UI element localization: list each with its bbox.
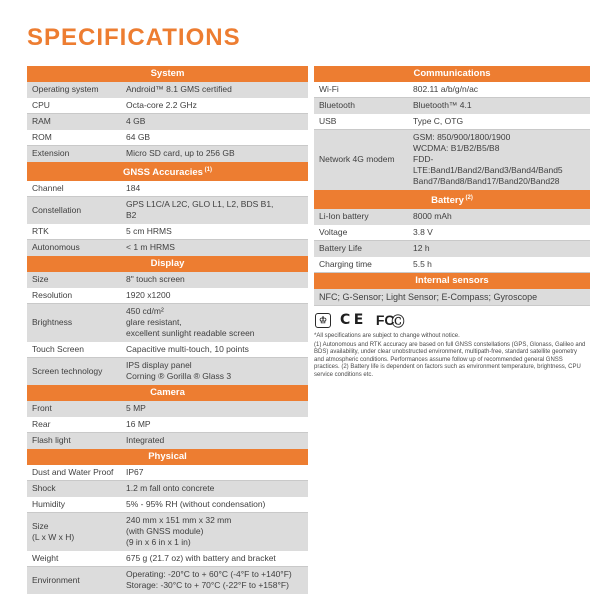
footnote-numbered: (1) Autonomous and RTK accuracy are based on full GNSS constellations (GPS, Glonass, Galileo and BDS) availability, under clear unobstructed environment, multipath-free, standard satellite geometry and atmospheric conditions. Performances assume follow up of recommended general GNSS practices. (2) Battery life is dependent on factors such as environment temperature, brightness, CPU service conditions etc. [314,341,586,378]
spec-row [314,209,590,225]
right-column [314,66,590,380]
spec-label: Network 4G modem [319,154,395,164]
right-column-sections [314,66,590,306]
section-header: Battery $^{(2)}$ [314,190,590,209]
spec-row [27,465,308,481]
section-header: System [27,66,308,82]
spec-row [27,567,308,594]
spec-label: Weight [32,553,59,564]
spec-row [27,304,308,342]
spec-value: Capacitive multi-touch, 10 points [126,344,249,355]
spec-value: 675 g (21.7 oz) with battery and bracket [126,553,276,564]
spec-row [314,82,590,98]
spec-row [27,197,308,224]
spec-value: 450 cd/m² glare resistant, excellent sunlight readable screen [126,306,255,339]
spec-row [27,181,308,197]
spec-row [27,417,308,433]
spec-tables [27,66,590,594]
spec-row [27,130,308,146]
spec-row [314,114,590,130]
spec-value: Operating: -20°C to + 60°C (-4°F to +140°F) Storage: -30°C to + 70°C (-22°F to +158°F) [126,569,292,591]
spec-label: Resolution [32,290,73,301]
spec-value: 8" touch screen [126,274,185,285]
spec-label: Size [32,274,49,285]
spec-label: Dust and Water Proof [32,467,114,478]
spec-value: 240 mm x 151 mm x 32 mm (with GNSS module) (9 in x 6 in x 1 in) [126,515,232,548]
spec-value: < 1 m HRMS [126,242,175,253]
spec-row [27,240,308,256]
spec-row [27,224,308,240]
spec-full-row: NFC; G-Sensor; Light Sensor; E-Compass; Gyroscope [314,289,590,306]
spec-row [27,272,308,288]
spec-value: Micro SD card, up to 256 GB [126,148,235,158]
spec-row [27,114,308,130]
certifications [315,311,590,329]
spec-row [27,98,308,114]
spec-row [27,551,308,567]
spec-label: Operating system [32,84,99,94]
spec-label: Autonomous [32,242,80,253]
fcc-mark-icon [376,311,405,330]
spec-label: Environment [32,574,80,585]
section-header-footnote-ref: (2) [463,195,473,201]
spec-value: 64 GB [126,132,151,142]
spec-label: Channel [32,183,64,194]
spec-row [314,241,590,257]
spec-value: 8000 mAh [413,211,452,222]
footnotes [314,333,586,379]
spec-value: Type C, OTG [413,116,464,126]
spec-label: Touch Screen [32,344,84,355]
spec-value: 184 [126,183,141,194]
ce-mark-icon: CE [340,312,367,329]
section-header: Internal sensors [314,273,590,289]
spec-label: CPU [32,100,50,110]
spec-row [27,513,308,551]
spec-value: 1.2 m fall onto concrete [126,483,215,494]
spec-row [27,146,308,162]
footnote-star: *All specifications are subject to change without notice. [314,333,460,340]
spec-row [27,288,308,304]
spec-label: Extension [32,148,70,158]
fcc-mark-circled-c: Ⓒ [391,313,405,329]
spec-row [314,130,590,190]
spec-label: Humidity [32,499,66,510]
spec-label: Size (L x W x H) [32,520,75,542]
fcc-mark-letters: FC [375,312,395,329]
left-column [27,66,308,594]
spec-row [27,342,308,358]
section-header: Display [27,256,308,272]
spec-value: 12 h [413,243,430,254]
spec-row [27,82,308,98]
left-column-sections [27,66,308,594]
spec-label: Brightness [32,317,73,328]
spec-label: RAM [32,116,51,126]
spec-value: 4 GB [126,116,146,126]
section-header: Physical [27,449,308,465]
section-header: Camera [27,385,308,401]
spec-value: GPS L1C/A L2C, GLO L1, L2, BDS B1, B2 [126,199,274,221]
spec-row [27,497,308,513]
spec-value: 802.11 a/b/g/n/ac [413,84,479,94]
spec-label: Charging time [319,259,372,270]
spec-row [27,481,308,497]
spec-row [314,225,590,241]
spec-row [27,433,308,449]
spec-row [27,401,308,417]
spec-label: Li-Ion battery [319,211,369,222]
spec-row [314,257,590,273]
spec-value: 3.8 V [413,227,433,238]
spec-label: Screen technology [32,365,103,376]
spec-value: 1920 x1200 [126,290,171,301]
spec-label: ROM [32,132,52,142]
spec-value: 5 cm HRMS [126,226,172,237]
spec-row [314,98,590,114]
spec-label: Flash light [32,435,71,446]
spec-value: 5% - 95% RH (without condensation) [126,499,266,510]
spec-label: Rear [32,419,51,430]
spec-value: IPS display panel Corning ® Gorilla ® Glass 3 [126,360,232,382]
spec-label: Shock [32,483,56,494]
spec-row [27,358,308,385]
spec-label: Constellation [32,204,82,215]
section-header-footnote-ref: (1) [202,167,212,173]
crown-certification-icon: ♔ [315,313,331,328]
spec-value: Integrated [126,435,165,446]
spec-value: 5.5 h [413,259,432,270]
page-title: SPECIFICATIONS [27,24,241,51]
spec-label: USB [319,116,337,126]
section-header: Communications [314,66,590,82]
spec-label: Wi-Fi [319,84,339,94]
spec-value: 16 MP [126,419,151,430]
spec-value: GSM: 850/900/1800/1900 WCDMA: B1/B2/B5/B8 FDD- LTE:Band1/Band2/Band3/Band4/Band5 Band7/Band8/Band17/Band20/Band28 [413,132,563,186]
section-header: GNSS Accuracies $^{(1)}$ [27,162,308,181]
spec-value: Android™ 8.1 GMS certified [126,84,232,94]
spec-label: Voltage [319,227,348,238]
spec-value: IP67 [126,467,144,478]
spec-label: Front [32,403,52,414]
spec-value: 5 MP [126,403,146,414]
spec-label: RTK [32,226,49,237]
spec-label: Bluetooth [319,100,355,110]
spec-value: Bluetooth™ 4.1 [413,100,472,110]
spec-label: Battery Life [319,243,362,254]
spec-value: Octa-core 2.2 GHz [126,100,197,110]
